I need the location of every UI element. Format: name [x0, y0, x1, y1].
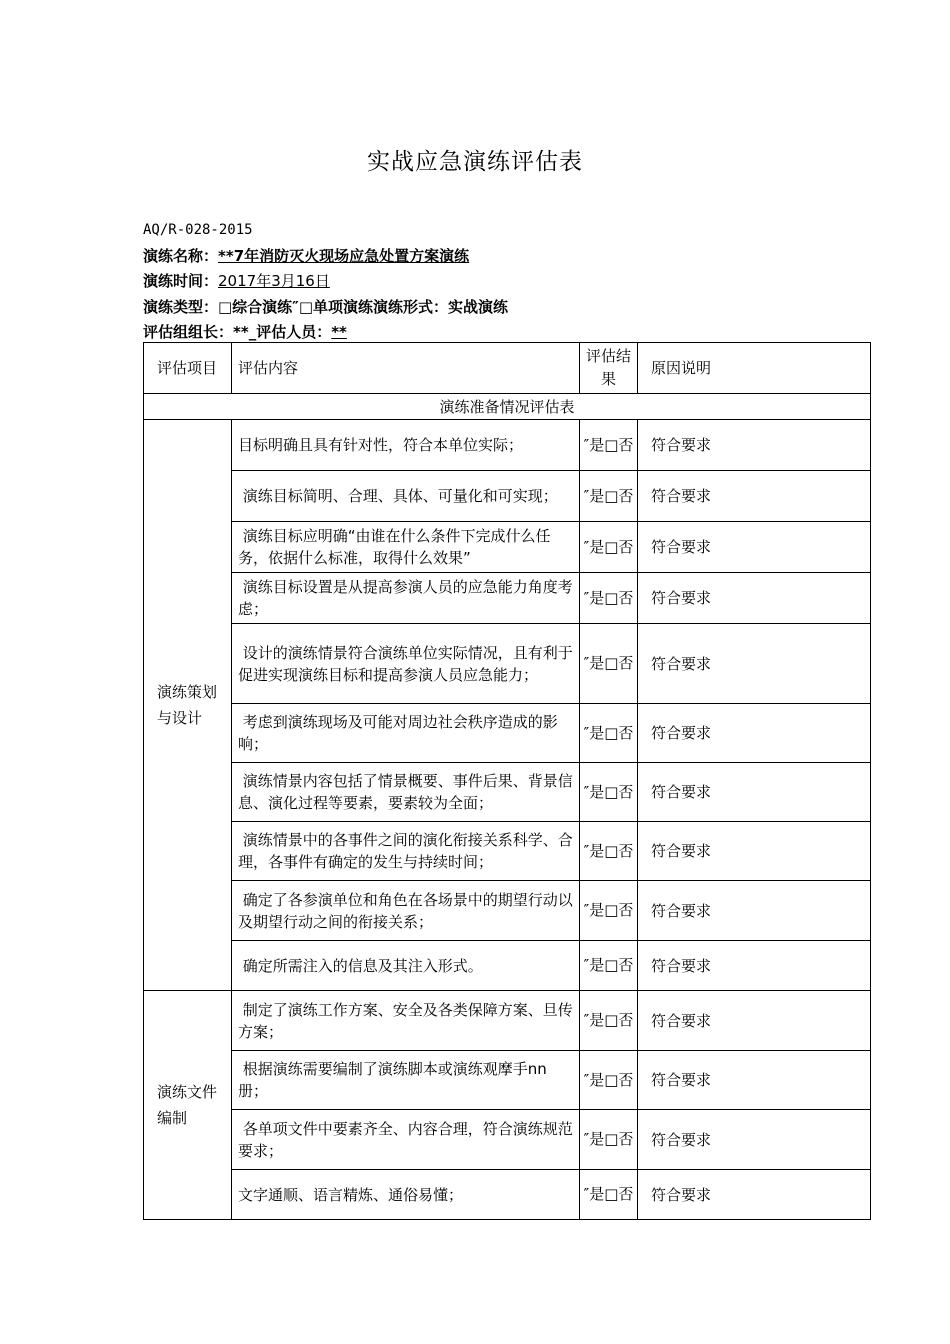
reason-note: 符合要求 [638, 573, 871, 624]
assessment-item: 演练文件编制 [144, 991, 232, 1220]
assessment-result: ″是□否 [580, 1170, 638, 1220]
assessment-content: 演练目标简明、合理、具体、可量化和可实现； [232, 471, 580, 522]
header-item: 评估项目 [144, 343, 232, 394]
reason-note: 符合要求 [638, 471, 871, 522]
assessment-content: 确定了各参演单位和角色在各场景中的期望行动以及期望行动之间的衔接关系； [232, 881, 580, 941]
reason-note: 符合要求 [638, 522, 871, 573]
reason-note: 符合要求 [638, 420, 871, 471]
assessor-label: 评估组组长：**_评估人员： [143, 323, 332, 341]
drill-time-label: 演练时间： [143, 272, 219, 290]
section-row [144, 394, 871, 420]
table-row [144, 522, 871, 573]
assessment-result: ″是□否 [580, 704, 638, 763]
assessment-result: ″是□否 [580, 624, 638, 704]
table-row [144, 1110, 871, 1170]
header-reason: 原因说明 [638, 343, 871, 394]
assessment-content: 演练情景内容包括了情景概要、事件后果、背景信息、演化过程等要素，要素较为全面； [232, 763, 580, 822]
table-row [144, 573, 871, 624]
reason-note: 符合要求 [638, 624, 871, 704]
assessment-result: ″是□否 [580, 471, 638, 522]
table-header-row [144, 343, 871, 394]
assessment-content: 各单项文件中要素齐全、内容合理，符合演练规范要求； [232, 1110, 580, 1170]
header-result: 评估结果 [580, 343, 638, 394]
drill-time-line [143, 269, 883, 295]
table-row [144, 1051, 871, 1110]
assessment-content: 演练目标应明确“由谁在什么条件下完成什么任务，依据什么标准，取得什么效果” [232, 522, 580, 573]
assessment-content: 制定了演练工作方案、安全及各类保障方案、旦传方案； [232, 991, 580, 1051]
page-title: 实战应急演练评估表 [367, 149, 583, 175]
drill-name-label: 演练名称： [143, 246, 219, 265]
drill-time-value: 2017年3月16日 [218, 272, 330, 290]
assessment-result: ″是□否 [580, 822, 638, 881]
reason-note: 符合要求 [638, 1110, 871, 1170]
reason-note: 符合要求 [638, 881, 871, 941]
table-row [144, 763, 871, 822]
assessment-content: 考虑到演练现场及可能对周边社会秩序造成的影响； [232, 704, 580, 763]
assessment-result: ″是□否 [580, 1051, 638, 1110]
table-row [144, 704, 871, 763]
assessment-item: 演练策划与设计 [144, 420, 232, 991]
reason-note: 符合要求 [638, 1051, 871, 1110]
assessment-content: 根据演练需要编制了演练脚本或演练观摩手nn册； [232, 1051, 580, 1110]
table-row [144, 941, 871, 991]
table-row [144, 1170, 871, 1220]
assessment-content: 确定所需注入的信息及其注入形式。 [232, 941, 580, 991]
table-row [144, 420, 871, 471]
table-row [144, 822, 871, 881]
reason-note: 符合要求 [638, 991, 871, 1051]
assessment-result: ″是□否 [580, 1110, 638, 1170]
reason-note: 符合要求 [638, 822, 871, 881]
table-row [144, 624, 871, 704]
assessment-result: ″是□否 [580, 881, 638, 941]
assessment-result: ″是□否 [580, 522, 638, 573]
table-row [144, 881, 871, 941]
reason-note: 符合要求 [638, 704, 871, 763]
assessment-content: 设计的演练情景符合演练单位实际情况，且有利于促进实现演练目标和提高参演人员应急能力； [232, 624, 580, 704]
reason-note: 符合要求 [638, 941, 871, 991]
table-row [144, 991, 871, 1051]
reason-note: 符合要求 [638, 763, 871, 822]
drill-name-value: **7年消防灭火现场应急处置方案演练 [218, 246, 470, 265]
section-title: 演练准备情况评估表 [144, 394, 871, 420]
drill-name-line [143, 244, 883, 270]
assessment-content: 文字通顺、语言精炼、通俗易懂； [232, 1170, 580, 1220]
form-meta [143, 218, 883, 346]
assessment-table [143, 342, 871, 1220]
reason-note: 符合要求 [638, 1170, 871, 1220]
form-code: AQ/R-028-2015 [143, 222, 253, 238]
assessment-content: 演练情景中的各事件之间的演化衔接关系科学、合理，各事件有确定的发生与持续时间； [232, 822, 580, 881]
assessment-content: 演练目标设置是从提高参演人员的应急能力角度考虑； [232, 573, 580, 624]
table-row [144, 471, 871, 522]
assessment-result: ″是□否 [580, 420, 638, 471]
drill-type-line: 演练类型：□综合演练″□单项演练演练形式：实战演练 [143, 297, 509, 316]
assessment-result: ″是□否 [580, 573, 638, 624]
assessment-result: ″是□否 [580, 941, 638, 991]
assessment-content: 目标明确且具有针对性，符合本单位实际； [232, 420, 580, 471]
assessment-result: ″是□否 [580, 991, 638, 1051]
header-content: 评估内容 [232, 343, 580, 394]
assessor-value: ** [331, 323, 347, 341]
assessment-result: ″是□否 [580, 763, 638, 822]
